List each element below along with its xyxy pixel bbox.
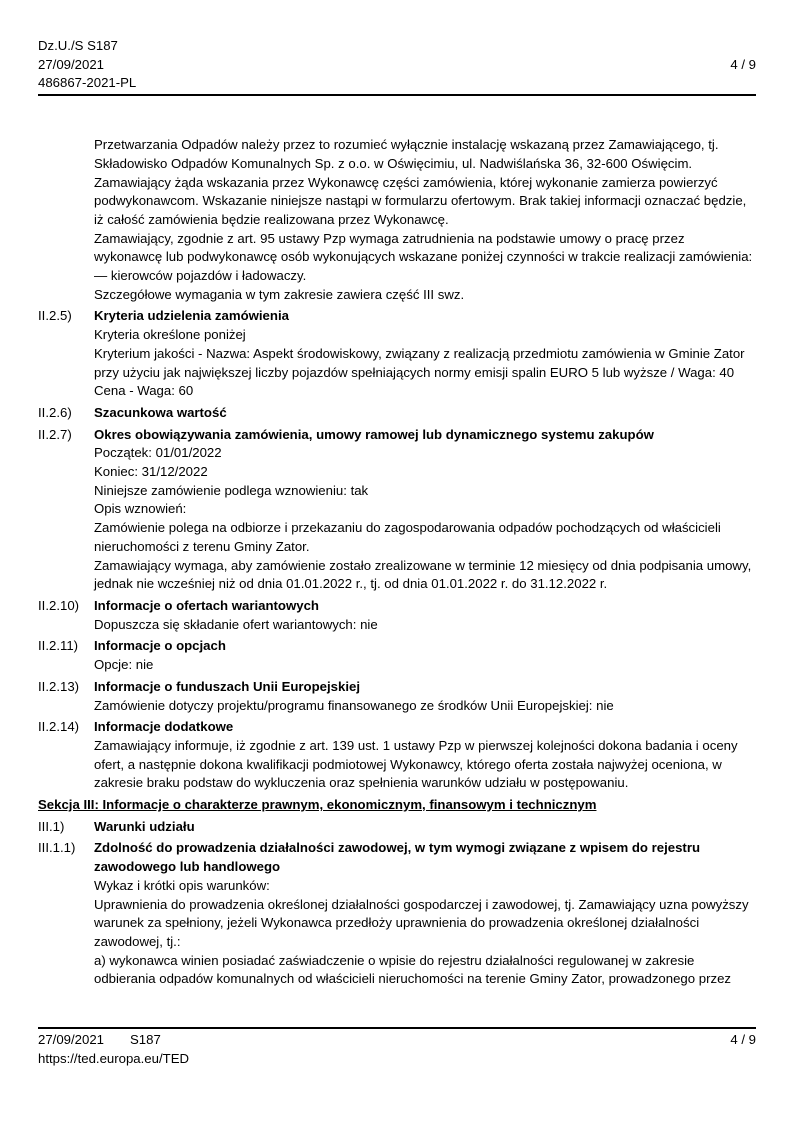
section-item-II-2-13 (38, 678, 756, 715)
section-item-III-1-1 (38, 839, 756, 989)
paragraph: Opcje: nie (94, 657, 154, 673)
paragraph: Uprawnienia do prowadzenia określonej działalności gospodarczej i zawodowej, tj. Zamawiający uzna powyższy warunek za spełniony, jeżeli Wykonawca przedłoży uprawnienia do prowadzenia określonej działalności zawodowej, tj.: (94, 896, 749, 949)
section-number: II.2.6) (38, 404, 72, 420)
paragraph: Niniejsze zamówienie podlega wznowieniu: tak (94, 482, 369, 498)
section-title: Informacje o ofertach wariantowych (94, 597, 319, 613)
section-title: Kryteria udzielenia zamówienia (94, 308, 289, 324)
header-docket: Dz.U./S S187 (38, 38, 118, 53)
section-iii-heading: Sekcja III: Informacje o charakterze prawnym, ekonomicznym, finansowym i technicznym (38, 797, 597, 813)
document-content (38, 136, 756, 989)
section-title: Zdolność do prowadzenia działalności zawodowej, w tym wymogi związane z wpisem do rejestru zawodowego lub handlowego (94, 840, 701, 875)
paragraph: Przetwarzania Odpadów należy przez to rozumieć wyłącznie instalację wskazaną przez Zamawiającego, tj. Składowisko Odpadów Komunalnych Sp. z o.o. w Oświęcimiu, ul. Nadwiślańska 36, 32-600 Oświęcim. (94, 137, 719, 171)
paragraph: Zamawiający żąda wskazania przez Wykonawcę części zamówienia, której wykonanie zamierza powierzyć podwykonawcom. Wskazanie niniejsze nastąpi w formularzu ofertowym. Brak takiej informacji oznaczać będzie, iż całość zamówienia będzie realizowana przez Wykonawcę. (94, 174, 747, 227)
paragraph: Wykaz i krótki opis warunków: (94, 877, 270, 893)
header-page-number: 4 / 9 (730, 56, 756, 72)
section-item-II-2-5 (38, 307, 756, 401)
section-title: Informacje o funduszach Unii Europejskiej (94, 678, 360, 694)
section-title: Szacunkowa wartość (94, 404, 227, 420)
section-number: II.2.7) (38, 426, 72, 442)
footer-issue: S187 (130, 1032, 161, 1047)
footer-date: 27/09/2021 (38, 1032, 105, 1047)
header-document-id: 486867-2021-PL (38, 75, 137, 91)
section-item-II-2-7 (38, 426, 756, 594)
section-item-II-2-11 (38, 637, 756, 674)
header-date: 27/09/2021 (38, 56, 105, 72)
section-item-III-1 (38, 818, 756, 837)
section-title: Okres obowiązywania zamówienia, umowy ramowej lub dynamicznego systemu zakupów (94, 426, 654, 442)
paragraph: Opis wznowień: (94, 501, 187, 517)
section-number: III.1) (38, 818, 65, 834)
header-divider (38, 94, 756, 96)
section-number: III.1.1) (38, 840, 76, 856)
section-title: Warunki udziału (94, 818, 195, 834)
paragraph: Zamówienie polega na odbiorze i przekazaniu do zagospodarowania odpadów pochodzących od właścicieli nieruchomości z terenu Gminy Zator. (94, 520, 721, 554)
section-number: II.2.13) (38, 678, 80, 694)
footer-ted-link[interactable]: https://ted.europa.eu/TED (38, 1050, 190, 1066)
paragraph: Kryterium jakości - Nazwa: Aspekt środowiskowy, związany z realizacją przedmiotu zamówienia w Gminie Zator przy użyciu jak największej liczby pojazdów spełniających normy emisji spalin EURO 5 lub wyższe / Waga: 40 (94, 345, 745, 380)
footer-divider (38, 1027, 756, 1029)
paragraph: Zamawiający wymaga, aby zamówienie zostało zrealizowane w terminie 12 miesięcy od dnia podpisania umowy, jednak nie wcześniej niż od dnia 01.01.2022 r., tj. od dnia 01.01.2022 r. do 31.12.2022 r. (94, 557, 752, 592)
paragraph: Kryteria określone poniżej (94, 327, 246, 343)
paragraph: Zamawiający, zgodnie z art. 95 ustawy Pzp wymaga zatrudnienia na podstawie umowy o pracę przez wykonawcę lub podwykonawcę osób wykonujących wskazane poniżej czynności w trakcie realizacji zamówienia: (94, 230, 753, 265)
paragraph: Zamawiający informuje, iż zgodnie z art. 139 ust. 1 ustawy Pzp w pierwszej kolejności dokona badania i oceny ofert, a następnie dokona kwalifikacji podmiotowej Wykonawcy, którego oferta została najwyżej oceniona, w zakresie braku podstaw do wykluczenia oraz spełnienia warunków udziału w postępowaniu. (94, 737, 738, 791)
section-item-II-2-6 (38, 404, 756, 423)
paragraph: Szczegółowe wymagania w tym zakresie zawiera część III swz. (94, 286, 465, 302)
section-item-II-2-14 (38, 718, 756, 793)
paragraph: — kierowców pojazdów i ładowaczy. (94, 268, 307, 284)
paragraph: Początek: 01/01/2022 (94, 445, 222, 461)
page-footer (38, 1027, 756, 1068)
section-title: Informacje dodatkowe (94, 719, 234, 735)
section-item-II-2-10 (38, 597, 756, 634)
paragraph: Cena - Waga: 60 (94, 383, 194, 399)
section-number (38, 136, 94, 304)
page-header (0, 0, 794, 96)
section-title: Informacje o opcjach (94, 638, 226, 654)
intro-block (38, 136, 756, 304)
paragraph: Koniec: 31/12/2022 (94, 464, 208, 480)
paragraph: Dopuszcza się składanie ofert wariantowych: nie (94, 616, 378, 632)
section-number: II.2.10) (38, 597, 80, 613)
paragraph: Zamówienie dotyczy projektu/programu finansowanego ze środków Unii Europejskiej: nie (94, 697, 614, 713)
footer-page-number: 4 / 9 (730, 1032, 756, 1047)
paragraph: a) wykonawca winien posiadać zaświadczenie o wpisie do rejestru działalności regulowanej w zakresie odbierania odpadów komunalnych od właścicieli nieruchomości na terenie Gminy Zator, prowadzonego przez (94, 952, 732, 987)
section-number: II.2.11) (38, 638, 79, 654)
section-number: II.2.14) (38, 719, 80, 735)
section-number: II.2.5) (38, 308, 72, 324)
